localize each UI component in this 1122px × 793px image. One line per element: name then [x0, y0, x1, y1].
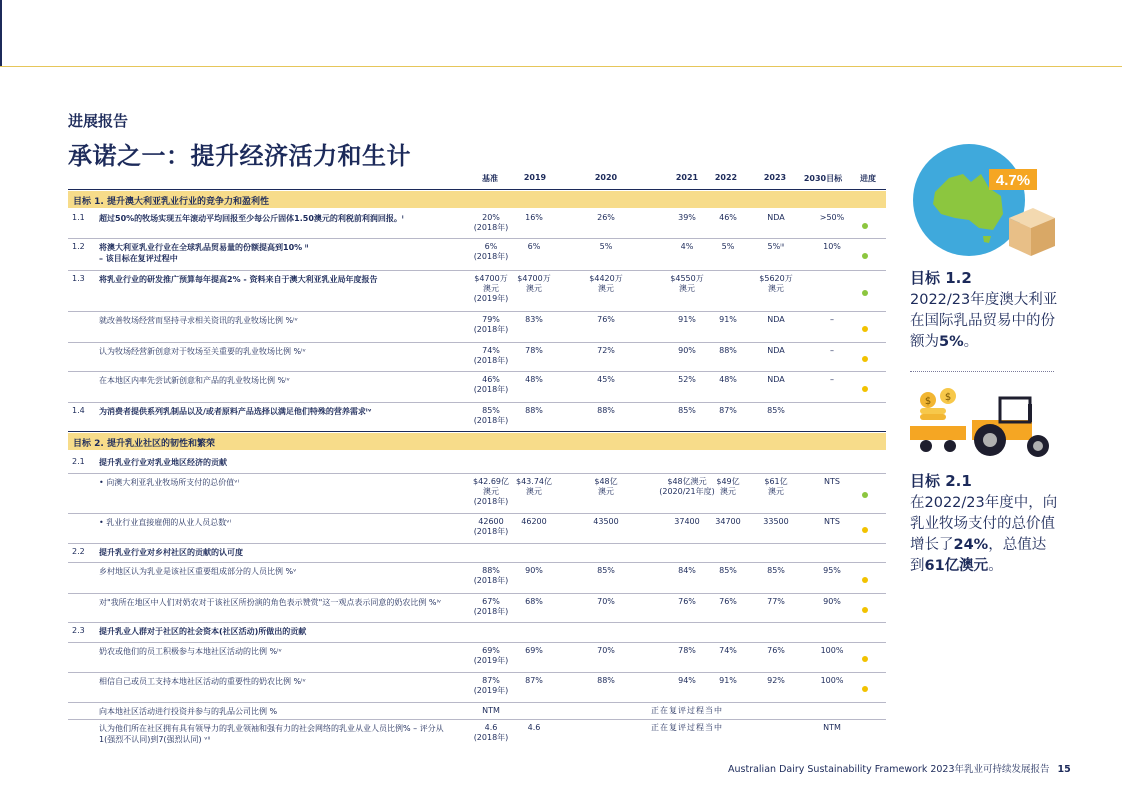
cell-y2022: 48% [719, 375, 737, 384]
table-row [68, 342, 886, 372]
cell-base: 42600 (2018年) [473, 517, 509, 536]
table-row [68, 270, 886, 312]
cell-y2019: 88% [525, 406, 543, 415]
cell-base: 46% (2018年) [473, 375, 509, 394]
cell-y2022: 87% [719, 406, 737, 415]
col-header-base: 基准 [482, 174, 498, 183]
cell-y2021: 78% [678, 646, 696, 655]
box-icon [1009, 208, 1055, 256]
cell-target: 90% [823, 597, 841, 606]
col-header-2019: 2019 [523, 173, 547, 182]
table-row [68, 622, 886, 643]
tractor-cab [1000, 398, 1030, 422]
cell-y2021: 4% [680, 242, 694, 251]
cell-y2023: NDA [767, 346, 785, 355]
cell-y2021: 85% [678, 406, 696, 415]
status-dot [862, 492, 868, 498]
trailer [910, 426, 966, 440]
cell-y2023: $5620万 澳元 [759, 274, 793, 293]
cell-y2023: 77% [767, 597, 785, 606]
section-label: 进展报告 [68, 112, 129, 130]
side-note-1-value: 5% [939, 334, 964, 350]
world-map-illustration [905, 144, 1065, 262]
cell-y2019: 83% [525, 315, 543, 324]
cell-y2022: 46% [719, 213, 737, 222]
cell-y2020: 45% [597, 375, 615, 384]
row-label: 向本地社区活动进行投资并参与的乳品公司比例 % [99, 707, 278, 716]
cell-base: 74% (2018年) [473, 346, 509, 365]
cell-y2020: 5% [599, 242, 613, 251]
cell-base: 67% (2018年) [473, 597, 509, 616]
cell-target: NTS [824, 477, 840, 486]
side-note-1-body: 2022/23年度澳大利亚在国际乳品贸易中的份额为 [910, 292, 1058, 350]
goal-2-top-rule [68, 431, 886, 432]
cell-y2023: 5%ⁱⁱⁱ [767, 242, 785, 251]
cell-y2020: 26% [597, 213, 615, 222]
cell-y2023: NDA [767, 375, 785, 384]
coin-stack-icon [920, 388, 956, 420]
cell-y2022: 34700 [715, 517, 741, 526]
side-note-2-title: 目标 2.1 [910, 472, 972, 490]
side-note-1-title: 目标 1.2 [910, 269, 972, 287]
cell-y2020: 43500 [593, 517, 619, 526]
cell-y2022: $49亿 澳元 [716, 477, 740, 496]
table-row [68, 562, 886, 594]
side-note-1-text [910, 290, 1060, 353]
cell-target: 95% [823, 566, 841, 575]
cell-y2021: 91% [678, 315, 696, 324]
cell-y2023: 33500 [763, 517, 789, 526]
cell-y2019: 46200 [521, 517, 547, 526]
cell-y2022: 74% [719, 646, 737, 655]
cell-base: 6% (2018年) [473, 242, 509, 261]
side-note-1 [910, 267, 1060, 353]
cell-base: $4700万 澳元 (2019年) [473, 274, 509, 303]
side-note-2 [910, 470, 1060, 577]
status-dot [862, 356, 868, 362]
row-label: 为消费者提供系列乳制品以及/或者原料产品选择以满足他们特殊的营养需求ⁱᵛ [99, 407, 372, 416]
table-row [68, 238, 886, 271]
cell-target: 10% [823, 242, 841, 251]
side-note-2-body: 在2022/23年度中，向乳业牧场支付的总价值增长了 [910, 495, 1058, 553]
cell-y2021: 正在复评过程当中 [651, 706, 723, 715]
row-label: 提升乳业行业对乡村社区的贡献的认可度 [99, 548, 243, 557]
cell-target: >50% [819, 213, 845, 222]
cell-y2020: 88% [597, 406, 615, 415]
col-header-2021: 2021 [675, 173, 699, 182]
row-label: 相信自己或员工支持本地社区活动的重要性的奶农比例 %ⁱᵛ [99, 677, 306, 686]
goal-1-title: 目标 1. 提升澳大利亚乳业行业的竞争力和盈利性 [73, 197, 269, 207]
goal-1-band [68, 191, 886, 208]
cell-y2023: NDA [767, 315, 785, 324]
cell-y2019: 90% [525, 566, 543, 575]
cell-y2019: 16% [525, 213, 543, 222]
table-row [68, 593, 886, 623]
cell-base: 88% (2018年) [473, 566, 509, 585]
cell-y2022: 88% [719, 346, 737, 355]
cell-y2021: 37400 [674, 517, 700, 526]
table-row [68, 402, 886, 431]
col-header-2020: 2020 [594, 173, 618, 182]
row-label: 认为牧场经营新创意对于牧场至关重要的乳业牧场比例 %ⁱᵛ [99, 347, 306, 356]
row-label: 对"我所在地区中人们对奶农对于该社区所扮演的角色表示赞赏"这一观点表示同意的奶农比例 %ⁱᵛ [99, 598, 442, 607]
col-header-target: 2030目标 [803, 174, 843, 183]
cell-y2023: $61亿 澳元 [764, 477, 788, 496]
cell-y2019: $4700万 澳元 [517, 274, 551, 293]
cell-y2021: 正在复评过程当中 [651, 723, 723, 732]
cell-y2020: 76% [597, 315, 615, 324]
row-number: 2.3 [72, 626, 85, 635]
row-label: 就改善牧场经营而坚持寻求相关资讯的乳业牧场比例 %ⁱᵛ [99, 316, 298, 325]
status-dot [862, 253, 868, 259]
cell-y2020: 85% [597, 566, 615, 575]
cell-target: NTM [823, 723, 841, 732]
side-note-2-suffix: 。 [988, 558, 1003, 574]
cell-y2019: 48% [525, 375, 543, 384]
cell-y2020: $48亿 澳元 [594, 477, 618, 496]
svg-text:$: $ [944, 392, 952, 403]
row-label: 将乳业行业的研发推广预算每年提高2% - 资料来自于澳大利亚乳业局年度报告 [99, 275, 378, 284]
cell-y2019: 6% [527, 242, 541, 251]
side-note-1-suffix: 。 [963, 334, 979, 350]
cell-y2019: $43.74亿 澳元 [516, 477, 552, 496]
cell-y2022: 76% [719, 597, 737, 606]
cell-y2019: 4.6 [527, 723, 541, 732]
row-label: 乡村地区认为乳业是该社区重要组成部分的人员比例 %ᵛ [99, 567, 297, 576]
cell-y2021: 76% [678, 597, 696, 606]
cell-base: 79% (2018年) [473, 315, 509, 334]
row-label: 提升乳业行业对乳业地区经济的贡献 [99, 458, 227, 467]
top-left-rule [0, 0, 2, 67]
cell-y2019: 68% [525, 597, 543, 606]
row-number: 1.2 [72, 242, 85, 251]
side-note-2-value2: 61亿澳元 [924, 558, 989, 574]
row-label: 奶农或他们的员工积极参与本地社区活动的比例 %ⁱᵛ [99, 647, 282, 656]
cell-y2023: NDA [767, 213, 785, 222]
side-note-2-value: 24% [953, 537, 989, 553]
status-dot [862, 527, 868, 533]
row-number: 1.4 [72, 406, 85, 415]
cell-y2019: 78% [525, 346, 543, 355]
cell-y2022: 91% [719, 676, 737, 685]
cell-y2022: 5% [721, 242, 735, 251]
cell-y2021: 52% [678, 375, 696, 384]
side-divider [910, 371, 1054, 372]
table-row [68, 453, 886, 474]
cell-target: 100% [820, 646, 844, 655]
cell-y2021: 90% [678, 346, 696, 355]
cell-target: – [830, 315, 834, 324]
cell-target: – [830, 346, 834, 355]
cell-target: 100% [820, 676, 844, 685]
status-dot [862, 223, 868, 229]
cell-y2021: 94% [678, 676, 696, 685]
status-dot [862, 577, 868, 583]
cell-y2020: 72% [597, 346, 615, 355]
row-label: 认为他们所在社区拥有具有领导力的乳业领袖和强有力的社会网络的乳业从业人员比例% – 评分从1(强烈不认同)到7(强烈认同) ᵛⁱⁱ [99, 724, 444, 744]
cell-y2021: $4550万 澳元 [670, 274, 704, 293]
cell-y2022: 85% [719, 566, 737, 575]
trailer-wheel [920, 440, 932, 452]
table-row [68, 543, 886, 563]
status-dot [862, 656, 868, 662]
page-number: 15 [1057, 764, 1071, 775]
table-row [68, 702, 886, 720]
svg-text:$: $ [924, 396, 932, 407]
row-label: • 向澳大利亚乳业牧场所支付的总价值ᵛⁱ [99, 478, 240, 487]
table-row [68, 513, 886, 544]
cell-y2022: 91% [719, 315, 737, 324]
cell-y2020: $4420万 澳元 [589, 274, 623, 293]
cell-base: $42.69亿 澳元 (2018年) [473, 477, 509, 506]
col-header-progress: 进度 [860, 174, 876, 183]
cell-y2023: 92% [767, 676, 785, 685]
table-row [68, 719, 886, 749]
cell-y2023: 85% [767, 406, 785, 415]
cell-base: 20% (2018年) [473, 213, 509, 232]
tractor-illustration [910, 386, 1058, 462]
status-dot [862, 607, 868, 613]
status-dot [862, 686, 868, 692]
cell-y2023: 76% [767, 646, 785, 655]
row-label: 将澳大利亚乳业行业在全球乳品贸易量的份额提高到10% ⁱⁱ – 该目标在复评过程中 [99, 243, 309, 263]
goal-2-band [68, 433, 886, 450]
cell-y2021: 84% [678, 566, 696, 575]
cell-base: NTM [482, 706, 500, 715]
page-title: 承诺之一：提升经济活力和生计 [68, 142, 411, 170]
table-row [68, 473, 886, 514]
footer-text: Australian Dairy Sustainability Framework 2023年乳业可持续发展报告 [728, 764, 1050, 775]
row-label: 超过50%的牧场实现五年滚动平均回报至少每公斤固体1.50澳元的利税前利润回报。ⁱ [99, 214, 404, 223]
cell-target: NTS [824, 517, 840, 526]
goal-2-title: 目标 2. 提升乳业社区的韧性和繁荣 [73, 439, 215, 449]
row-label: • 乳业行业直接雇佣的从业人员总数ᵛⁱ [99, 518, 232, 527]
header-rule [0, 66, 1122, 67]
cell-base: 69% (2019年) [473, 646, 509, 665]
row-number: 1.3 [72, 274, 85, 283]
cell-y2019: 69% [525, 646, 543, 655]
cell-y2023: 85% [767, 566, 785, 575]
cell-y2020: 70% [597, 597, 615, 606]
table-row [68, 311, 886, 343]
cell-y2021: $48亿澳元 (2020/21年度) [659, 477, 715, 496]
col-header-2023: 2023 [763, 173, 787, 182]
side-note-2-mid: ，总值达到 [910, 537, 1047, 574]
cell-target: – [830, 375, 834, 384]
cell-y2020: 88% [597, 676, 615, 685]
row-number: 1.1 [72, 213, 85, 222]
percent-badge: 4.7% [995, 172, 1031, 189]
table-row [68, 642, 886, 673]
table-row [68, 209, 886, 239]
table-top-rule [68, 189, 886, 190]
status-dot [862, 326, 868, 332]
table-row [68, 371, 886, 403]
status-dot [862, 290, 868, 296]
cell-y2019: 87% [525, 676, 543, 685]
row-label: 在本地区内率先尝试新创意和产品的乳业牧场比例 %ⁱᵛ [99, 376, 290, 385]
status-dot [862, 386, 868, 392]
cell-y2020: 70% [597, 646, 615, 655]
cell-base: 4.6 (2018年) [473, 723, 509, 742]
side-note-2-text [910, 493, 1060, 577]
row-number: 2.1 [72, 457, 85, 466]
table-row [68, 672, 886, 703]
row-number: 2.2 [72, 547, 85, 556]
cell-y2021: 39% [678, 213, 696, 222]
cell-base: 87% (2019年) [473, 676, 509, 695]
page-footer [728, 761, 1071, 775]
cell-base: 85% (2018年) [473, 406, 509, 425]
row-label: 提升乳业人群对于社区的社会资本(社区活动)所做出的贡献 [99, 627, 307, 636]
col-header-2022: 2022 [714, 173, 738, 182]
